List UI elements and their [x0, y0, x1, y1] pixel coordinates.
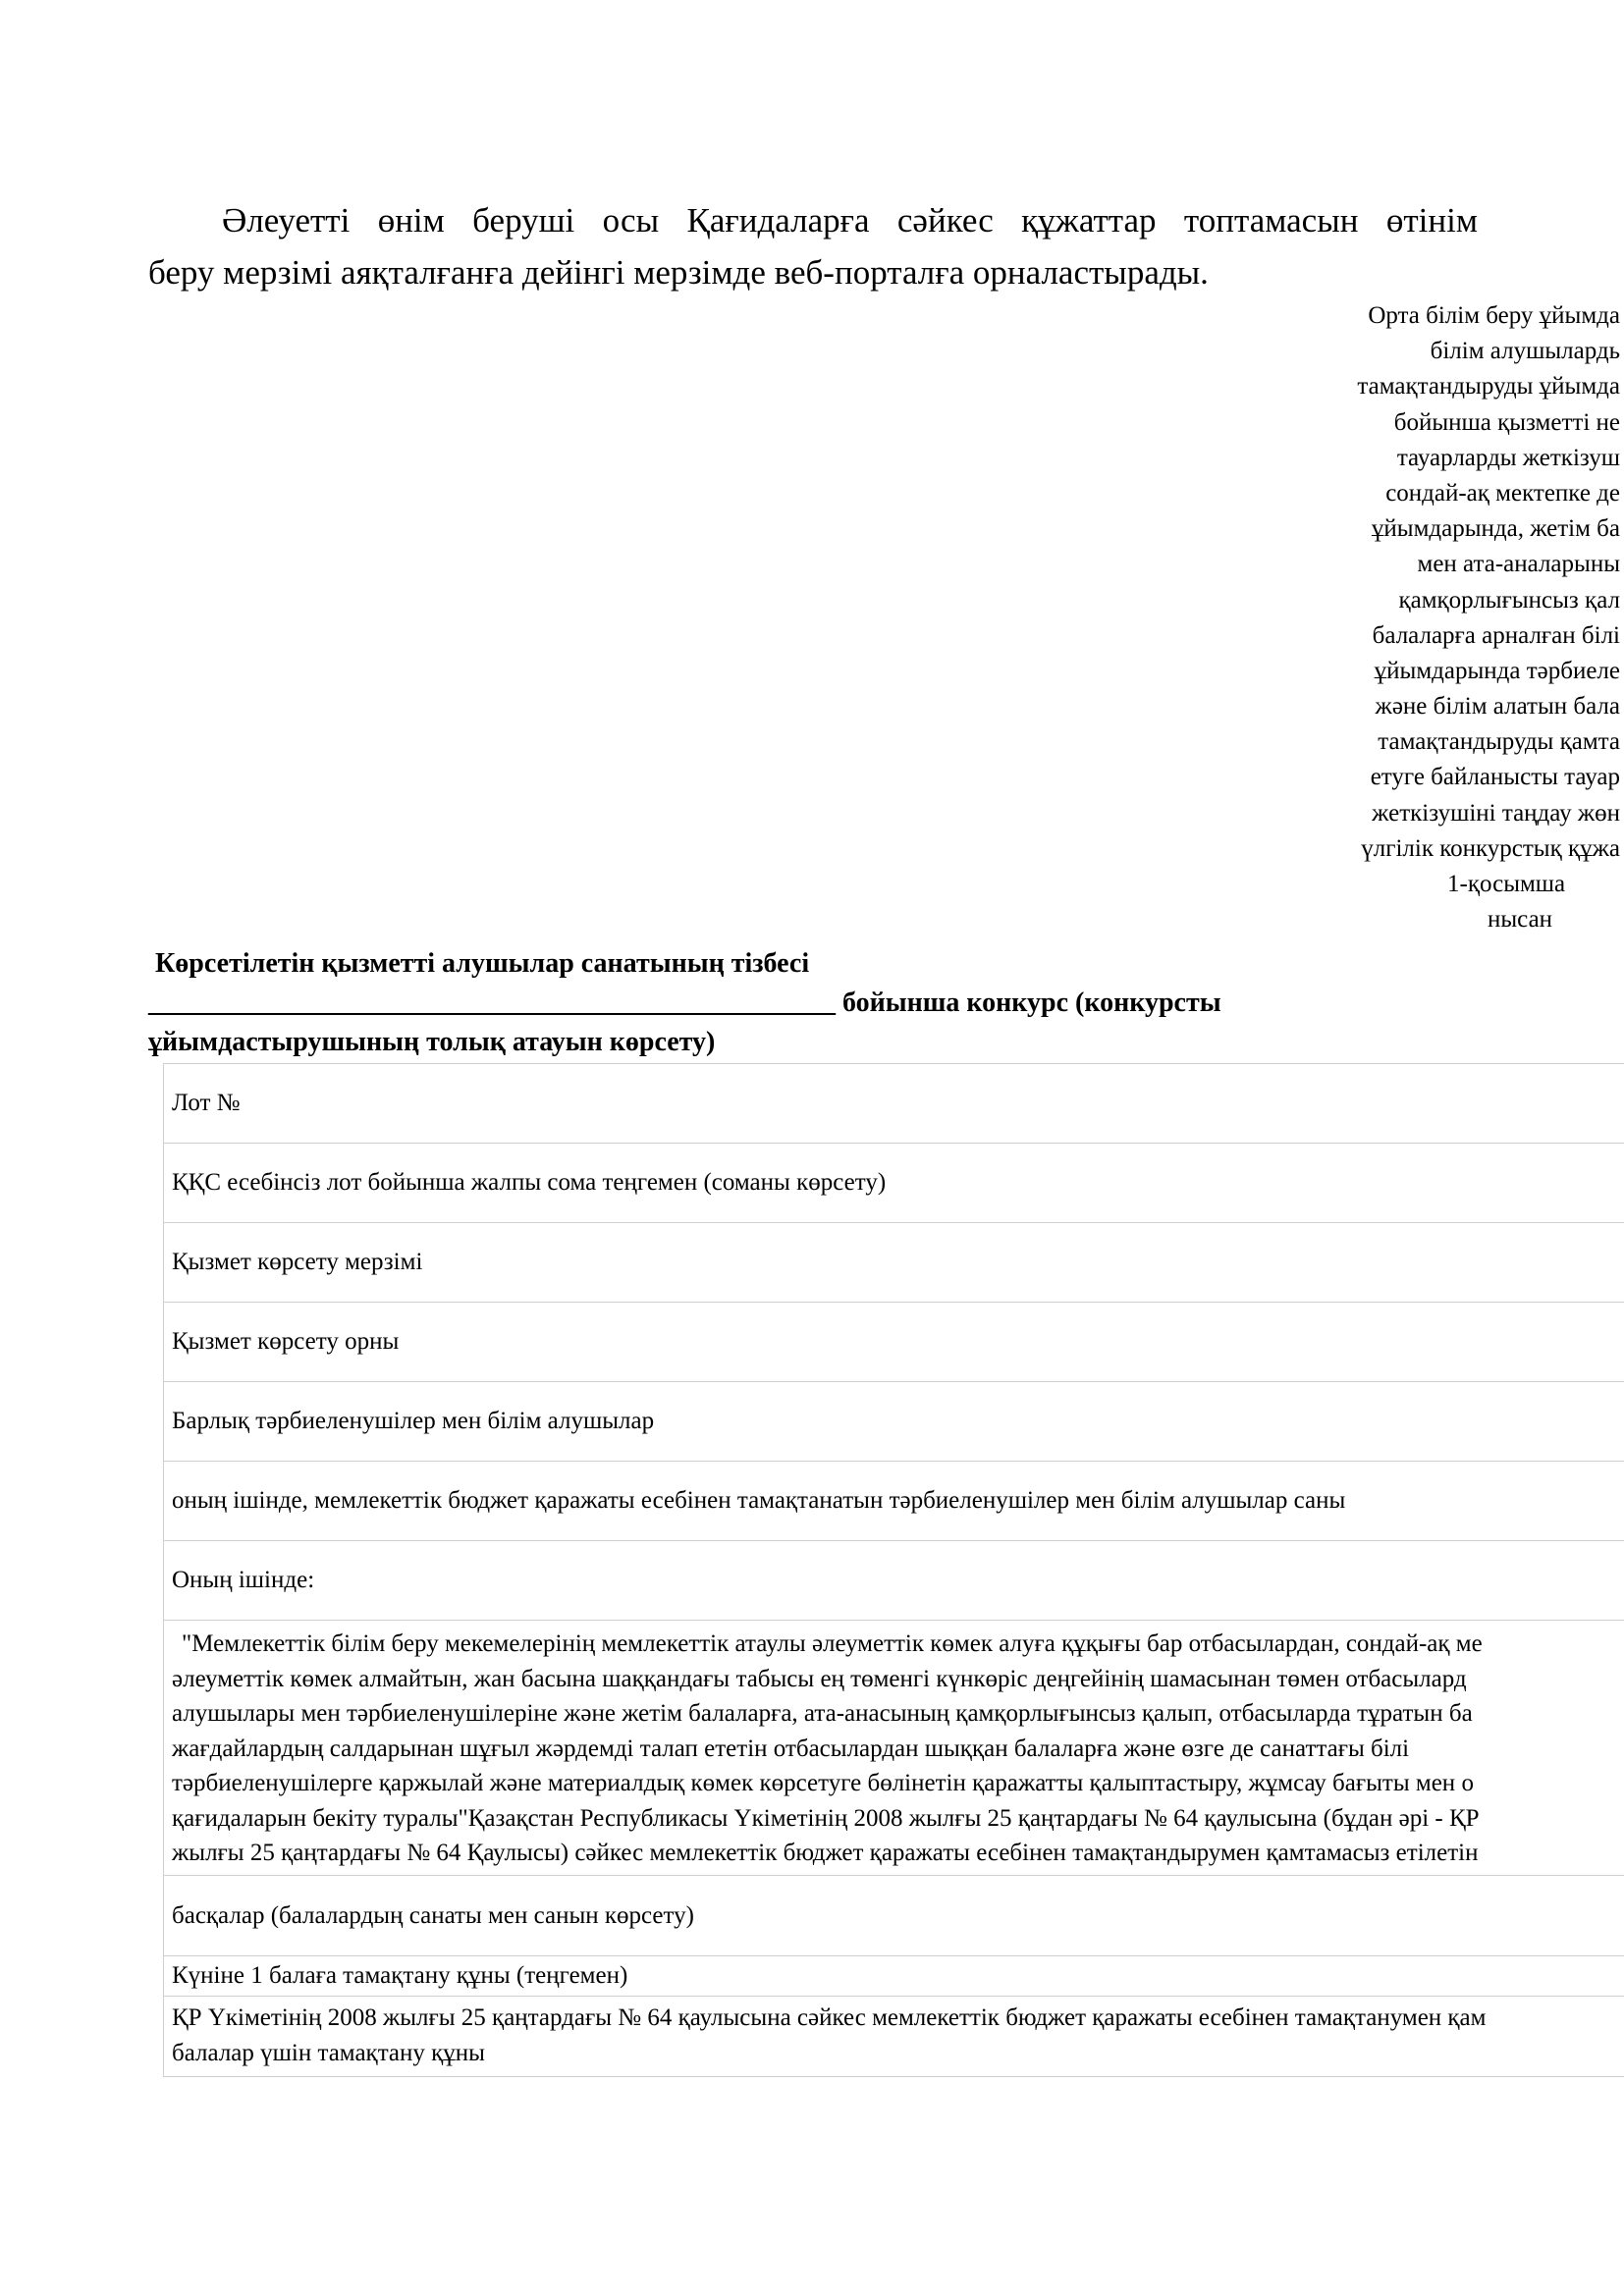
section-heading	[148, 944, 1326, 1062]
annex-line: үлгілік конкурстық құжа	[1361, 834, 1620, 862]
annex-line: ұйымдарында тәрбиеле	[1374, 657, 1620, 684]
table-cell-text-line: ҚР Үкіметінің 2008 жылғы 25 қаңтардағы № 64 қаулысына сәйкес мемлекеттік бюджет қаражаты есебінен тамақтанумен қам	[172, 2004, 1487, 2031]
intro-line-2: беру мерзімі аяқталғанға дейінгі мерзімде веб-порталға орналастырады.	[148, 253, 1209, 292]
annex-line: балаларға арналған білі	[1372, 621, 1620, 649]
table-cell-text-line: қағидаларын бекіту туралы"Қазақстан Республикасы Үкіметінің 2008 жылғы 25 қаңтардағы № 64 қаулысына (бұдан әрі - ҚР	[172, 1804, 1480, 1832]
annex-line: тамақтандыруды ұйымда	[1357, 373, 1620, 400]
annex-line: мен ата-аналарыны	[1417, 551, 1620, 578]
annex-line: сондай-ақ мектепке де	[1385, 479, 1620, 507]
table-row-service-place	[164, 1303, 1624, 1382]
annex-line: білім алушылардь	[1430, 338, 1620, 365]
table-cell-label: Күніне 1 балаға тамақтану құны (теңгемен)	[172, 1962, 628, 1989]
intro-line-1: Әлеуетті өнім беруші осы Қағидаларға сәйкес құжаттар топтамасын өтінім	[222, 201, 1478, 240]
table-cell-text-line: алушылары мен тәрбиеленушілеріне және жетім балаларға, ата-анасының қамқорлығынсыз қалып, отбасыларда тұратын ба	[172, 1700, 1473, 1727]
annex-line: Орта білім беру ұйымда	[1368, 302, 1620, 329]
table-cell-text-line: тәрбиеленушілерге қаржылай және материалдық көмек көрсетуге бөлінетін қаражатты қалыптастыру, жұмсау бағыты мен о	[172, 1770, 1474, 1796]
table-cell-label: басқалар (балалардың санаты мен санын көрсету)	[172, 1901, 694, 1929]
table-row-meal-cost-decree	[164, 1997, 1624, 2077]
table-cell-text-line: "Мемлекеттік білім беру мекемелерінің мемлекеттік атаулы әлеуметтік көмек алуға құқығы бар отбасылардан, сондай-ақ ме	[182, 1630, 1483, 1657]
table-cell-text-line: жағдайлардың салдарынан шұғыл жәрдемді талап ететін отбасылардан шыққан балаларға және өзге де санаттағы білі	[172, 1735, 1410, 1762]
annex-line: және білім алатын бала	[1375, 693, 1620, 721]
table-row-daily-cost	[164, 1956, 1624, 1997]
annex-line: қамқорлығынсыз қал	[1398, 586, 1620, 614]
table-row-total-amount	[164, 1144, 1624, 1223]
annex-line: бойынша қызметті не	[1393, 408, 1620, 436]
heading-line-1: Көрсетілетін қызметті алушылар санатының тізбесі	[155, 948, 810, 979]
table-cell-label: Қызмет көрсету мерзімі	[172, 1249, 423, 1275]
table-row-all-pupils	[164, 1382, 1624, 1462]
table-row-budget-funded-pupils	[164, 1462, 1624, 1541]
table-row-government-decree-categories	[164, 1621, 1624, 1876]
annex-line: тамақтандыруды қамта	[1378, 728, 1620, 756]
table-cell-text-line: әлеуметтік көмек алмайтын, жан басына шаққандағы табысы ең төменгі күнкөріс деңгейінің шамасынан төмен отбасылард	[172, 1665, 1467, 1692]
annex-line: тауарларды жеткізуш	[1396, 444, 1620, 471]
table-row-of-which	[164, 1541, 1624, 1621]
heading-line-2: __________________________________________________ бойынша конкурс (конкурсты	[148, 988, 1221, 1018]
heading-line-3: ұйымдастырушының толық атауын көрсету)	[148, 1027, 716, 1057]
table-cell-label: Оның ішінде:	[172, 1567, 315, 1593]
table-row-lot-number	[164, 1064, 1624, 1144]
table-cell-label: оның ішінде, мемлекеттік бюджет қаражаты есебінен тамақтанатын тәрбиеленушілер мен білім алушылар саны	[172, 1487, 1346, 1514]
table-cell-label: Лот №	[172, 1090, 241, 1116]
table-row-service-period	[164, 1223, 1624, 1303]
table-cell-text-line: балалар үшін тамақтану құны	[172, 2039, 485, 2066]
annex-line: ұйымдарында, жетім ба	[1371, 515, 1620, 543]
intro-paragraph	[148, 194, 1478, 298]
table-cell-label: Барлық тәрбиеленушілер мен білім алушылар	[172, 1408, 655, 1434]
lot-details-table	[163, 1063, 1624, 2077]
annex-line: жеткізушіні таңдау жөн	[1372, 799, 1620, 827]
annex-form-label: нысан	[1488, 906, 1553, 934]
table-cell-text-line: жылғы 25 қаңтардағы № 64 Қаулысы) сәйкес мемлекеттік бюджет қаражаты есебінен тамақтандырумен қамтамасыз етілетін	[172, 1840, 1479, 1866]
annex-appendix-number: 1-қосымша	[1447, 871, 1566, 897]
table-row-others	[164, 1876, 1624, 1956]
annex-line: етуге байланысты тауар	[1370, 764, 1620, 791]
annex-reference	[1286, 298, 1620, 937]
table-cell-label: Қызмет көрсету орны	[172, 1328, 400, 1355]
table-cell-label: ҚҚС есебінсіз лот бойынша жалпы сома теңгемен (соманы көрсету)	[172, 1169, 887, 1196]
